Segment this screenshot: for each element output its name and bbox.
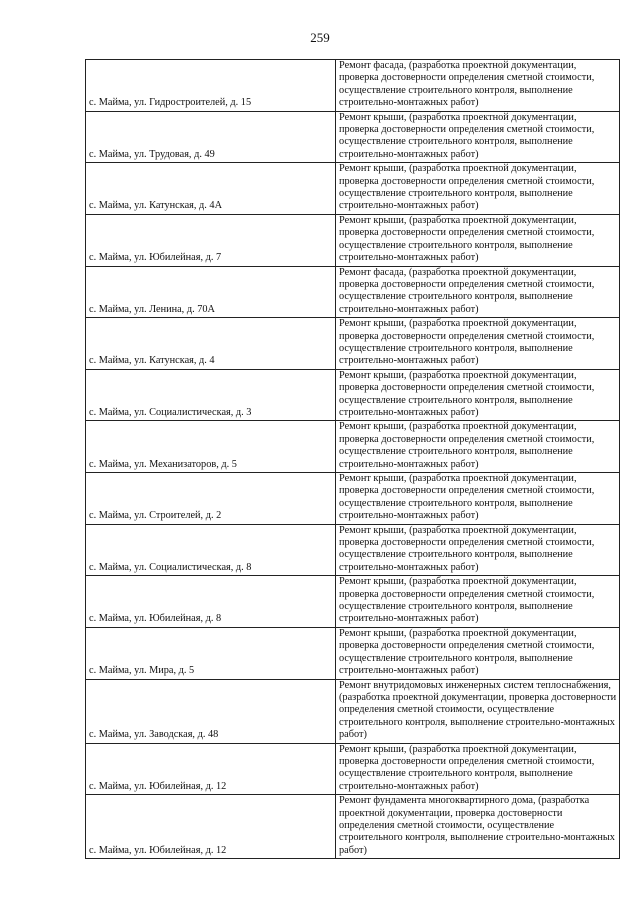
- work-description-cell: Ремонт крыши, (разработка проектной документации, проверка достоверности определения сметной стоимости, осуществление строительного контроля, выполнение строительно-монтажных работ): [336, 743, 620, 795]
- work-description-cell: Ремонт крыши, (разработка проектной документации, проверка достоверности определения сметной стоимости, осуществление строительного контроля, выполнение строительно-монтажных работ): [336, 627, 620, 679]
- page-number: 259: [310, 30, 330, 45]
- address-cell: с. Майма, ул. Юбилейная, д. 12: [86, 795, 336, 859]
- address-cell: с. Майма, ул. Трудовая, д. 49: [86, 111, 336, 163]
- address-cell: с. Майма, ул. Юбилейная, д. 12: [86, 743, 336, 795]
- table-row: [86, 743, 620, 795]
- address-cell: с. Майма, ул. Гидростроителей, д. 15: [86, 60, 336, 112]
- table-row: [86, 369, 620, 421]
- work-description-cell: Ремонт крыши, (разработка проектной документации, проверка достоверности определения сметной стоимости, осуществление строительного контроля, выполнение строительно-монтажных работ): [336, 524, 620, 576]
- address-cell: с. Майма, ул. Заводская, д. 48: [86, 679, 336, 743]
- work-description-cell: Ремонт крыши, (разработка проектной документации, проверка достоверности определения сметной стоимости, осуществление строительного контроля, выполнение строительно-монтажных работ): [336, 318, 620, 370]
- address-cell: с. Майма, ул. Юбилейная, д. 8: [86, 576, 336, 628]
- address-cell: с. Майма, ул. Ленина, д. 70А: [86, 266, 336, 318]
- work-description-cell: Ремонт фасада, (разработка проектной документации, проверка достоверности определения сметной стоимости, осуществление строительного контроля, выполнение строительно-монтажных работ): [336, 266, 620, 318]
- address-cell: с. Майма, ул. Механизаторов, д. 5: [86, 421, 336, 473]
- work-description-cell: Ремонт крыши, (разработка проектной документации, проверка достоверности определения сметной стоимости, осуществление строительного контроля, выполнение строительно-монтажных работ): [336, 369, 620, 421]
- table-row: [86, 576, 620, 628]
- table-row: [86, 524, 620, 576]
- table-row: [86, 795, 620, 859]
- table-row: [86, 679, 620, 743]
- table-row: [86, 163, 620, 215]
- table-row: [86, 214, 620, 266]
- address-cell: с. Майма, ул. Социалистическая, д. 3: [86, 369, 336, 421]
- table-row: [86, 60, 620, 112]
- table-row: [86, 627, 620, 679]
- work-description-cell: Ремонт внутридомовых инженерных систем теплоснабжения, (разработка проектной документации, проверка достоверности определения сметной стоимости, осуществление строительного контроля, выполнение строительно-монтажных работ): [336, 679, 620, 743]
- work-description-cell: Ремонт крыши, (разработка проектной документации, проверка достоверности определения сметной стоимости, осуществление строительного контроля, выполнение строительно-монтажных работ): [336, 163, 620, 215]
- table-row: [86, 473, 620, 525]
- works-table: [85, 59, 620, 859]
- table-row: [86, 266, 620, 318]
- work-description-cell: Ремонт фасада, (разработка проектной документации, проверка достоверности определения сметной стоимости, осуществление строительного контроля, выполнение строительно-монтажных работ): [336, 60, 620, 112]
- work-description-cell: Ремонт крыши, (разработка проектной документации, проверка достоверности определения сметной стоимости, осуществление строительного контроля, выполнение строительно-монтажных работ): [336, 214, 620, 266]
- address-cell: с. Майма, ул. Мира, д. 5: [86, 627, 336, 679]
- address-cell: с. Майма, ул. Юбилейная, д. 7: [86, 214, 336, 266]
- table-row: [86, 318, 620, 370]
- address-cell: с. Майма, ул. Строителей, д. 2: [86, 473, 336, 525]
- work-description-cell: Ремонт крыши, (разработка проектной документации, проверка достоверности определения сметной стоимости, осуществление строительного контроля, выполнение строительно-монтажных работ): [336, 421, 620, 473]
- work-description-cell: Ремонт крыши, (разработка проектной документации, проверка достоверности определения сметной стоимости, осуществление строительного контроля, выполнение строительно-монтажных работ): [336, 111, 620, 163]
- work-description-cell: Ремонт крыши, (разработка проектной документации, проверка достоверности определения сметной стоимости, осуществление строительного контроля, выполнение строительно-монтажных работ): [336, 473, 620, 525]
- work-description-cell: Ремонт крыши, (разработка проектной документации, проверка достоверности определения сметной стоимости, осуществление строительного контроля, выполнение строительно-монтажных работ): [336, 576, 620, 628]
- address-cell: с. Майма, ул. Катунская, д. 4А: [86, 163, 336, 215]
- table-row: [86, 421, 620, 473]
- address-cell: с. Майма, ул. Катунская, д. 4: [86, 318, 336, 370]
- work-description-cell: Ремонт фундамента многоквартирного дома, (разработка проектной документации, проверка достоверности определения сметной стоимости, осуществление строительного контроля, выполнение строительно-монтажных работ): [336, 795, 620, 859]
- address-cell: с. Майма, ул. Социалистическая, д. 8: [86, 524, 336, 576]
- table-row: [86, 111, 620, 163]
